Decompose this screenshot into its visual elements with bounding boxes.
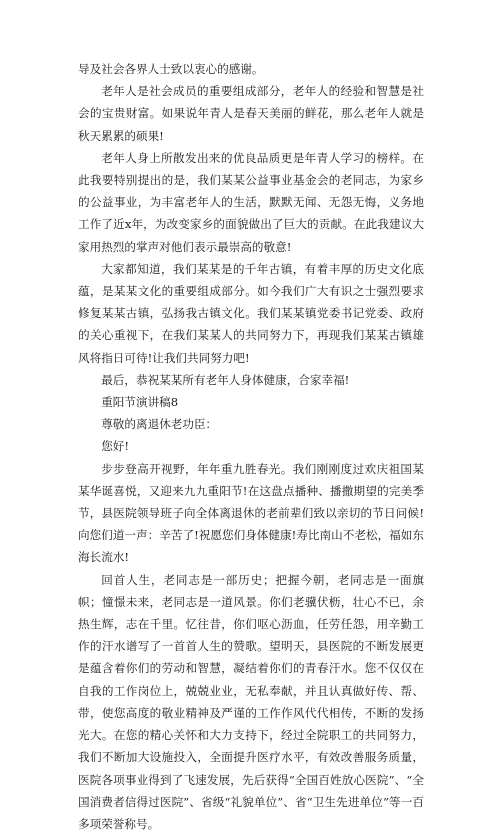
paragraph-elderly-wisdom: 老年人是社会成员的重要组成部分，老年人的经验和智慧是社会的宝贵财富。如果说年青人是春天美丽的鲜花，那么老年人就是秋天累累的硕果! bbox=[78, 84, 424, 143]
document-page bbox=[78, 58, 424, 835]
paragraph-ancient-town: 大家都知道，我们某某是的千年古镇，有着丰厚的历史文化底蕴，是某某文化的重要组成部分。如今我们广大有识之士强烈要求修复某某古镇，弘扬我古镇文化。我们某某镇党委书记党委、政府的关心重视下，在我们某某人的共同努力下，再现我们某某古镇雄风将指日可待!让我们共同努力吧! bbox=[78, 261, 424, 365]
salutation: 尊敬的离退休老功臣： bbox=[101, 417, 218, 432]
paragraph-festival-greeting: 步步登高开视野，年年重九胜春光。我们刚刚度过欢庆祖国某某华诞喜悦，又迎来九九重阳节!在这盘点播种、播撒期望的完美季节，县医院领导班子向全体离退休的老前辈们致以亲切的节日问候!向您们道一声：辛苦了!祝愿您们身体健康!寿比南山不老松，福如东海长流水! bbox=[78, 461, 424, 565]
paragraph-elderly-qualities: 老年人身上所散发出来的优良品质更是年青人学习的榜样。在此我要特别提出的是，我们某某公益事业基金会的老同志，为家乡的公益事业，为丰富老年人的生活，默默无闻、无怨无悔，义务地工作了近x年，为改变家乡的面貌做出了巨大的贡献。在此我建议大家用热烈的掌声对他们表示最崇高的敬意! bbox=[78, 150, 424, 254]
paragraph-closing-wish: 最后，恭祝某某所有老年人身体健康，合家幸福! bbox=[101, 372, 350, 387]
speech-heading: 重阳节演讲稿8 bbox=[101, 395, 179, 410]
greeting: 您好! bbox=[101, 439, 130, 454]
paragraph-continuation: 导及社会各界人士致以衷心的感谢。 bbox=[78, 62, 264, 76]
paragraph-looking-back: 回首人生，老同志是一部历史；把握今朝，老同志是一面旗帜；憧憬未来，老同志是一道风景。你们老骥伏枥，壮心不已，余热生辉，志在千里。忆往昔，你们呕心沥血，任劳任怨，用辛勤工作的汗水谱写了一首首人生的赞歌。望明天，县医院的不断发展更是蕴含着你们的劳动和智慧，凝结着你们的青春汗水。您不仅仅在自我的工作岗位上，兢兢业业，无私奉献，并且认真做好传、帮、带，使您高度的敬业精神及严谨的工作作风代代相传，不断的发扬光大。在您的精心关怀和大力支持下，经过全院职工的共同努力，我们不断加大设施投入，全面提升医疗水平，有效改善服务质量，医院各项事业得到了飞速发展，先后获得“全国百姓放心医院”、“全国消费者信得过医院”、省级“礼貌单位”、省“卫生先进单位”等一百多项荣誉称号。 bbox=[78, 572, 424, 831]
